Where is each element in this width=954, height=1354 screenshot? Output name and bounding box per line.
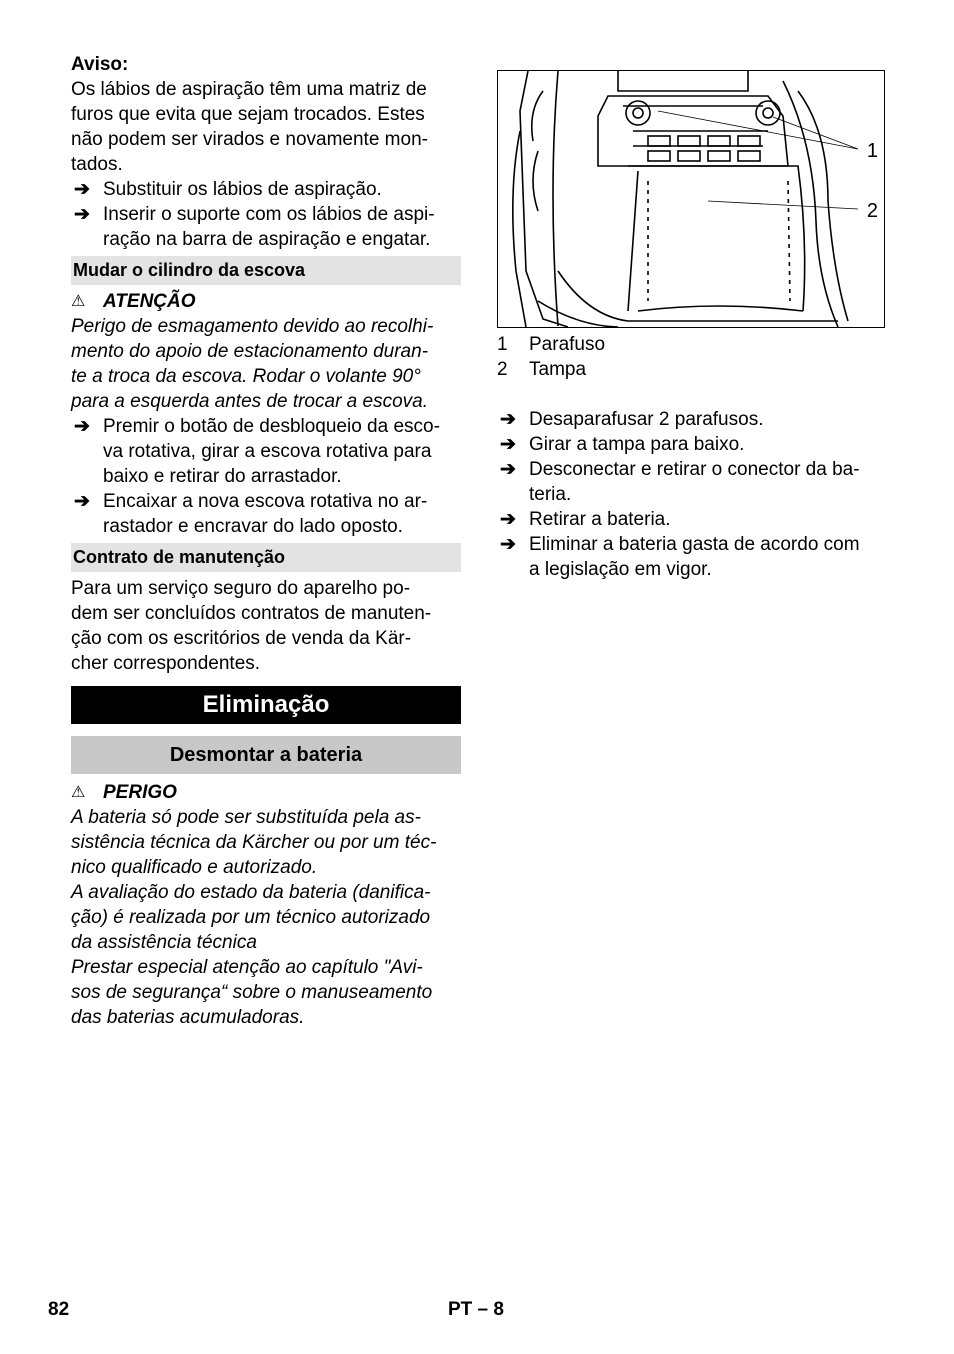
base-line: [558, 271, 838, 321]
aviso-text: [71, 77, 461, 177]
right-arrow-icon: ➔: [74, 204, 90, 225]
attention-line: mento do apoio de estacionamento duran-: [71, 341, 429, 362]
danger-line: da assistência técnica: [71, 932, 257, 953]
spacer: [497, 382, 889, 407]
step-line: Desaparafusar 2 parafusos.: [529, 409, 764, 430]
legend-label: Tampa: [529, 359, 587, 380]
step-line: Retirar a bateria.: [529, 509, 671, 530]
danger-line: A bateria só pode ser substituída pela as-: [71, 807, 421, 828]
cover-right-edge: [628, 166, 805, 311]
step-line: baixo e retirar do arrastador.: [103, 466, 342, 487]
right-arrow-icon: ➔: [500, 509, 516, 530]
danger-label: [71, 780, 461, 805]
screw-left: [626, 101, 650, 125]
page-number: 82: [48, 1299, 70, 1320]
contrato-line: Para um serviço seguro do aparelho po-: [71, 578, 411, 599]
page-label: PT – 8: [448, 1299, 504, 1320]
attention-line: te a troca da escova. Rodar o volante 90°: [71, 366, 421, 387]
danger-line: nico qualificado e autorizado.: [71, 857, 318, 878]
aviso-line: Os lábios de aspiração têm uma matriz de: [71, 79, 427, 100]
right-column: [497, 70, 889, 582]
body-left-edge: [520, 71, 568, 327]
right-arrow-icon: ➔: [500, 409, 516, 430]
right-arrow-icon: ➔: [500, 459, 516, 480]
legend-number: 1: [497, 334, 508, 355]
callout-line-1a: [658, 111, 858, 149]
danger-line: ção) é realizada por um técnico autorizado: [71, 907, 431, 928]
step-item: [71, 177, 461, 202]
right-arrow-icon: ➔: [74, 491, 90, 512]
step-line: ração na barra de aspiração e engatar.: [103, 229, 431, 250]
figure-legend: [497, 332, 889, 382]
step-line: Substituir os lábios de aspiração.: [103, 179, 382, 200]
danger-body: [71, 805, 461, 1030]
step-line: teria.: [529, 484, 572, 505]
step-line: Eliminar a bateria gasta de acordo com: [529, 534, 860, 555]
subheading-mudar-cilindro: Mudar o cilindro da escova: [71, 256, 461, 285]
body-right-inner: [783, 81, 838, 327]
danger-text: PERIGO: [103, 782, 177, 803]
top-handle: [618, 71, 748, 91]
right-arrow-icon: ➔: [500, 434, 516, 455]
step-item: [71, 489, 461, 539]
danger-line: sos de segurança“ sobre o manuseamento: [71, 982, 433, 1003]
aviso-title: Aviso:: [71, 54, 129, 75]
callout-label-2: 2: [866, 200, 878, 222]
attention-line: Perigo de esmagamento devido ao recolhi-: [71, 316, 434, 337]
contrato-text: [71, 576, 461, 676]
right-arrow-icon: ➔: [74, 179, 90, 200]
chapter-heading: Eliminação: [71, 686, 461, 724]
step-line: va rotativa, girar a escova rotativa para: [103, 441, 432, 462]
attention-line: para a esquerda antes de trocar a escova.: [71, 391, 429, 412]
right-arrow-icon: ➔: [74, 416, 90, 437]
danger-line: sistência técnica da Kärcher ou por um téc-: [71, 832, 437, 853]
warning-triangle-icon: ⚠: [71, 784, 86, 801]
danger-line: A avaliação do estado da bateria (danifica-: [71, 882, 431, 903]
aviso-line: furos que evita que sejam trocados. Estes: [71, 104, 425, 125]
machine-drawing: [498, 71, 884, 327]
attention-label: [71, 289, 461, 314]
aviso-line: tados.: [71, 154, 123, 175]
legend-row: [497, 332, 889, 357]
danger-line: das baterias acumuladoras.: [71, 1007, 305, 1028]
screw-right: [756, 101, 780, 125]
left-column: [71, 52, 461, 1030]
step-item: [497, 407, 889, 432]
callout-label-1: 1: [866, 140, 878, 162]
step-item: [497, 507, 889, 532]
step-item: [497, 532, 889, 582]
step-line: a legislação em vigor.: [529, 559, 712, 580]
danger-line: Prestar especial atenção ao capítulo "Avi-: [71, 957, 423, 978]
step-item: [71, 202, 461, 252]
legend-number: 2: [497, 359, 508, 380]
subheading-contrato: Contrato de manutenção: [71, 543, 461, 572]
section-heading: Desmontar a bateria: [71, 736, 461, 774]
warning-triangle-icon: ⚠: [71, 293, 86, 310]
legend-label: Parafuso: [529, 334, 606, 355]
cover-left-edge: [628, 171, 638, 311]
step-line: rastador e encravar do lado oposto.: [103, 516, 403, 537]
step-item: [497, 457, 889, 507]
body-left-panel: [553, 71, 558, 326]
right-arrow-icon: ➔: [500, 534, 516, 555]
aviso-line: não podem ser virados e novamente mon-: [71, 129, 428, 150]
battery-cover-illustration: [497, 70, 885, 328]
legend-row: [497, 357, 889, 382]
contrato-line: dem ser concluídos contratos de manuten-: [71, 603, 432, 624]
step-line: Encaixar a nova escova rotativa no ar-: [103, 491, 428, 512]
attention-body: [71, 314, 461, 414]
step-item: [497, 432, 889, 457]
attention-text: ATENÇÃO: [103, 291, 196, 312]
callout-line-2: [708, 201, 858, 209]
contrato-line: cher correspondentes.: [71, 653, 261, 674]
step-line: Girar a tampa para baixo.: [529, 434, 745, 455]
cover-bottom: [638, 306, 803, 311]
step-line: Premir o botão de desbloqueio da esco-: [103, 416, 440, 437]
contrato-line: ção com os escritórios de venda da Kär-: [71, 628, 412, 649]
step-line: Inserir o suporte com os lábios de aspi-: [103, 204, 435, 225]
step-item: [71, 414, 461, 489]
step-line: Desconectar e retirar o conector da ba-: [529, 459, 860, 480]
